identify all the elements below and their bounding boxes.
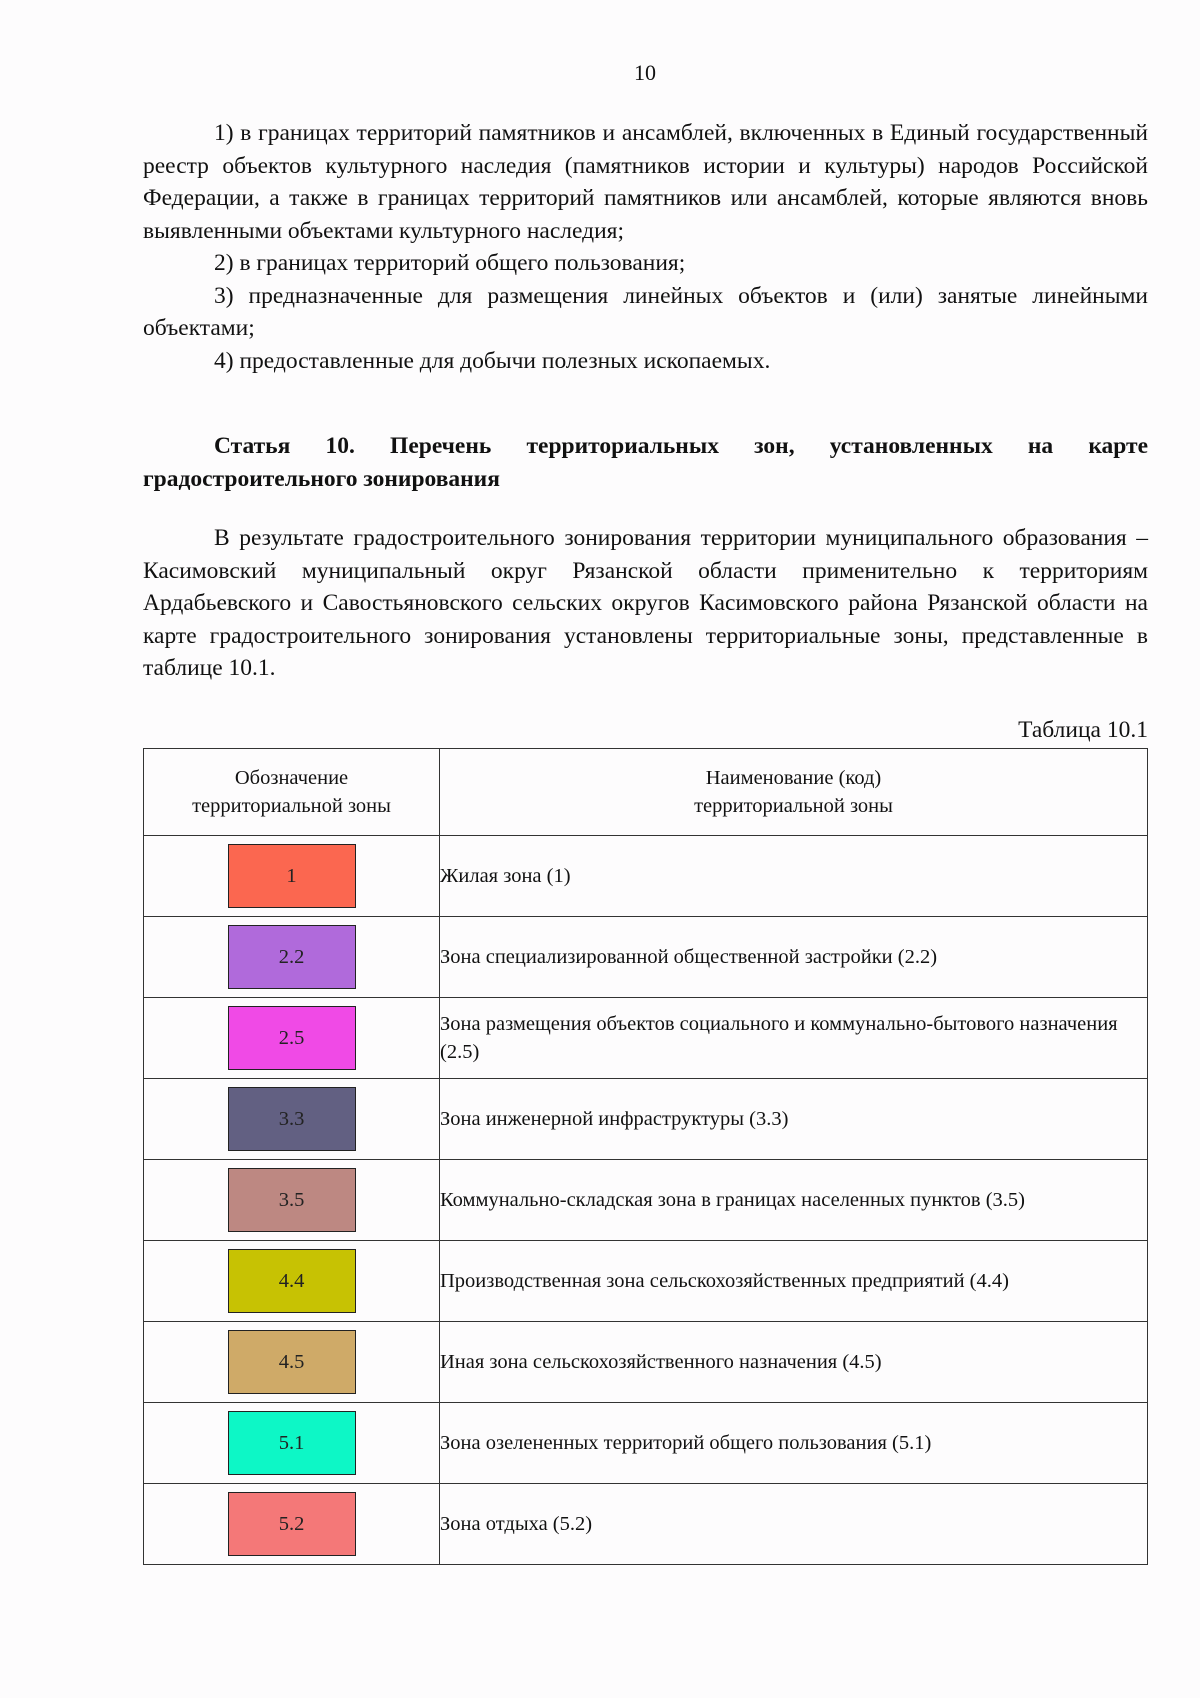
article-heading: Статья 10. Перечень территориальных зон, установленных на карте градостроительного зонирования bbox=[143, 433, 1148, 492]
zone-color-swatch: 1 bbox=[228, 844, 356, 908]
zone-name-cell: Зона специализированной общественной застройки (2.2) bbox=[440, 917, 1148, 998]
zone-color-swatch: 5.2 bbox=[228, 1492, 356, 1556]
header-name: Наименование (код) территориальной зоны bbox=[440, 749, 1148, 836]
zone-color-swatch: 4.5 bbox=[228, 1330, 356, 1394]
list-item: 3) предназначенные для размещения линейных объектов и (или) занятые линейными объектами; bbox=[143, 282, 1148, 341]
table-body bbox=[144, 836, 1148, 1565]
table-caption: Таблица 10.1 bbox=[1018, 717, 1148, 743]
zone-name-cell: Иная зона сельскохозяйственного назначения (4.5) bbox=[440, 1322, 1148, 1403]
zone-code-cell bbox=[144, 1160, 440, 1241]
article-paragraph: В результате градостроительного зонирования территории муниципального образования – Касимовский муниципальный округ Рязанской области применительно к территориям Ардабьевского и Савостьяновского сельских округов Касимовского района Рязанской области на карте градостроительного зонирования установлены территориальные зоны, представленные в таблице 10.1. bbox=[143, 525, 1148, 681]
zone-code-cell bbox=[144, 1322, 440, 1403]
table-row bbox=[144, 1322, 1148, 1403]
list-item: 1) в границах территорий памятников и ансамблей, включенных в Единый государственный реестр объектов культурного наследия (памятников истории и культуры) народов Российской Федерации, а также в границах территорий памятников или ансамблей, которые являются вновь выявленными объектами культурного наследия; bbox=[143, 120, 1148, 244]
zone-code-cell bbox=[144, 1241, 440, 1322]
table-row bbox=[144, 1079, 1148, 1160]
zone-code-cell bbox=[144, 836, 440, 917]
zones-table bbox=[143, 748, 1148, 1565]
table-header-row bbox=[144, 749, 1148, 836]
zone-name-cell: Производственная зона сельскохозяйственных предприятий (4.4) bbox=[440, 1241, 1148, 1322]
list-section bbox=[143, 117, 1148, 377]
table-row bbox=[144, 836, 1148, 917]
zone-code-cell bbox=[144, 1403, 440, 1484]
zone-name-cell: Жилая зона (1) bbox=[440, 836, 1148, 917]
zone-code-cell bbox=[144, 1079, 440, 1160]
article-body bbox=[143, 522, 1148, 685]
zone-code-cell bbox=[144, 1484, 440, 1565]
zone-name-cell: Зона отдыха (5.2) bbox=[440, 1484, 1148, 1565]
table-row bbox=[144, 1403, 1148, 1484]
table-row bbox=[144, 917, 1148, 998]
zone-name-cell: Зона инженерной инфраструктуры (3.3) bbox=[440, 1079, 1148, 1160]
zone-code-cell bbox=[144, 998, 440, 1079]
zone-color-swatch: 3.5 bbox=[228, 1168, 356, 1232]
header-code: Обозначение территориальной зоны bbox=[144, 749, 440, 836]
zone-code-cell bbox=[144, 917, 440, 998]
zone-name-cell: Коммунально-складская зона в границах населенных пунктов (3.5) bbox=[440, 1160, 1148, 1241]
zone-color-swatch: 4.4 bbox=[228, 1249, 356, 1313]
table-row bbox=[144, 998, 1148, 1079]
zone-name-cell: Зона озелененных территорий общего пользования (5.1) bbox=[440, 1403, 1148, 1484]
table-row bbox=[144, 1160, 1148, 1241]
zone-color-swatch: 3.3 bbox=[228, 1087, 356, 1151]
zone-color-swatch: 5.1 bbox=[228, 1411, 356, 1475]
table-row bbox=[144, 1241, 1148, 1322]
table-row bbox=[144, 1484, 1148, 1565]
list-item: 2) в границах территорий общего пользования; bbox=[214, 250, 686, 276]
zone-color-swatch: 2.2 bbox=[228, 925, 356, 989]
list-item: 4) предоставленные для добычи полезных ископаемых. bbox=[214, 347, 771, 374]
zone-name-cell: Зона размещения объектов социального и коммунально-бытового назначения (2.5) bbox=[440, 998, 1148, 1079]
page-number: 10 bbox=[634, 60, 656, 85]
zone-color-swatch: 2.5 bbox=[228, 1006, 356, 1070]
